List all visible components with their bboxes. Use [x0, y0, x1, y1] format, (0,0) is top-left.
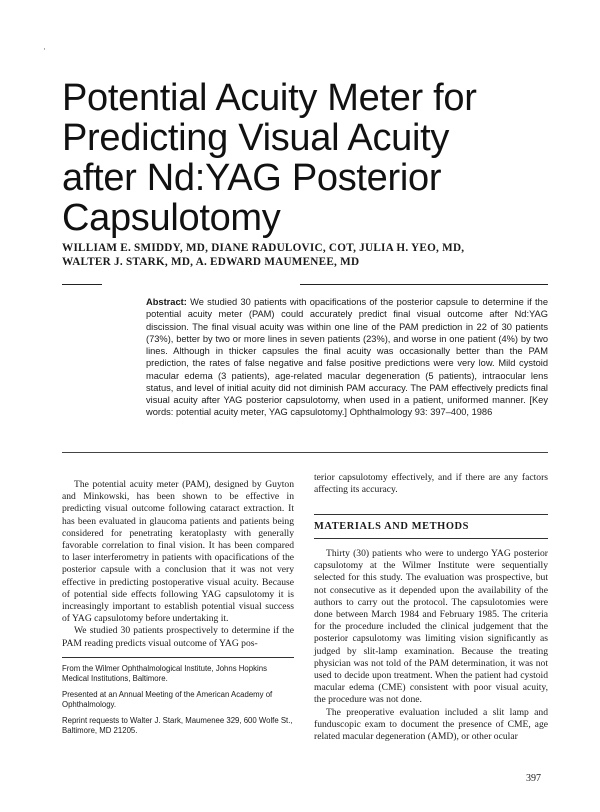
corner-mark: ·: [43, 44, 46, 54]
section-heading-methods: MATERIALS AND METHODS: [314, 521, 470, 532]
section-rule-bottom: [314, 538, 548, 539]
abstract-text: We studied 30 patients with opacifications of the posterior capsule to determine if the potential acuity meter (PAM) could accurately predict final visual outcome after Nd:YAG discission. The final visual acuity was within one line of the PAM prediction in 22 of 30 patients (73%), better by two or more lines in seven patients (23%), and worse in one patient (4%) by two lines. Although in thicker capsules the final acuity was occasionally better than the PAM prediction, the rates of false negative and false positive predictions were very low. Mild cystoid macular edema (3 patients), age-related macular degeneration (5 patients), intraocular lens status, and level of initial acuity did not diminish PAM accuracy. The PAM effectively predicts final visual acuity after YAG posterior capsulotomy, when used in a patient, uniformed manner. [Key words: potential acuity meter, YAG capsulotomy.] Ophthalmology 93: 397–400, 1986: [146, 297, 548, 418]
intro-paragraph: The potential acuity meter (PAM), designed by Guyton and Minkowski, has been shown to be effective in predicting visual outcome following cataract extraction. It has been evaluated in glaucoma patients and patients being considered for penetrating keratoplasty with generally favorable correlation to final vision. It has been compared to laser interferometry in patients with opacifications of the posterior capsule with a conclusion that it was not very effective in predicting postoperative visual acuity. Because of potential side effects following YAG capsulotomy it is increasingly important to establish potential visual success of YAG capsulotomy before undertaking it.: [62, 479, 294, 625]
author-list: [62, 241, 542, 269]
continuation-paragraph: terior capsulotomy effectively, and if there are any factors affecting its accuracy.: [314, 472, 548, 496]
author-line-2: WALTER J. STARK, MD, A. EDWARD MAUMENEE, MD: [62, 256, 360, 268]
methods-paragraph-2: The preoperative evaluation included a slit lamp and funduscopic exam to document the presence of CME, age related macular degeneration (AMD), or other ocular: [314, 706, 548, 743]
abstract-divider: [62, 452, 548, 453]
methods-body: [314, 548, 548, 743]
divider-left: [62, 284, 102, 285]
footnotes: [62, 664, 294, 742]
page-number: 397: [526, 773, 541, 784]
abstract-label: Abstract:: [146, 297, 187, 307]
section-rule-top: [314, 514, 548, 515]
footnote-presented: Presented at an Annual Meeting of the American Academy of Ophthalmology.: [62, 690, 273, 709]
intro-paragraph-2: We studied 30 patients prospectively to determine if the PAM reading predicts visual outcome of YAG pos-: [62, 625, 294, 649]
methods-paragraph-1: Thirty (30) patients who were to undergo YAG posterior capsulotomy at the Wilmer Institute were sequentially selected for this study. The evaluation was prospective, but not consecutive as it depended upon the availability of the authors to carry out the protocol. The capsulotomies were done between March 1984 and February 1985. The criteria for the procedure included the clinical judgement that the posterior capsulotomy was limiting vision significantly as judged by slit-lamp examination. Because the treating physician was not told of the PAM determination, it was not used to decide upon treatment. When the patient had cystoid macular edema (CME) consistent with poor visual acuity, the procedure was not done.: [314, 548, 548, 706]
author-line-1: WILLIAM E. SMIDDY, MD, DIANE RADULOVIC, COT, JULIA H. YEO, MD,: [62, 242, 465, 254]
right-column: [314, 472, 548, 496]
divider-right: [300, 284, 548, 285]
left-column: [62, 479, 294, 650]
footnote-divider: [62, 657, 294, 658]
footnote-affiliation: From the Wilmer Ophthalmological Institute, Johns Hopkins Medical Institutions, Baltimore.: [62, 664, 267, 683]
footnote-reprints: Reprint requests to Walter J. Stark, Maumenee 329, 600 Wolfe St., Baltimore, MD 21205.: [62, 716, 293, 735]
abstract: [146, 296, 548, 419]
article-title: Potential Acuity Meter for Predicting Visual Acuity after Nd:YAG Posterior Capsulotomy: [62, 77, 477, 239]
